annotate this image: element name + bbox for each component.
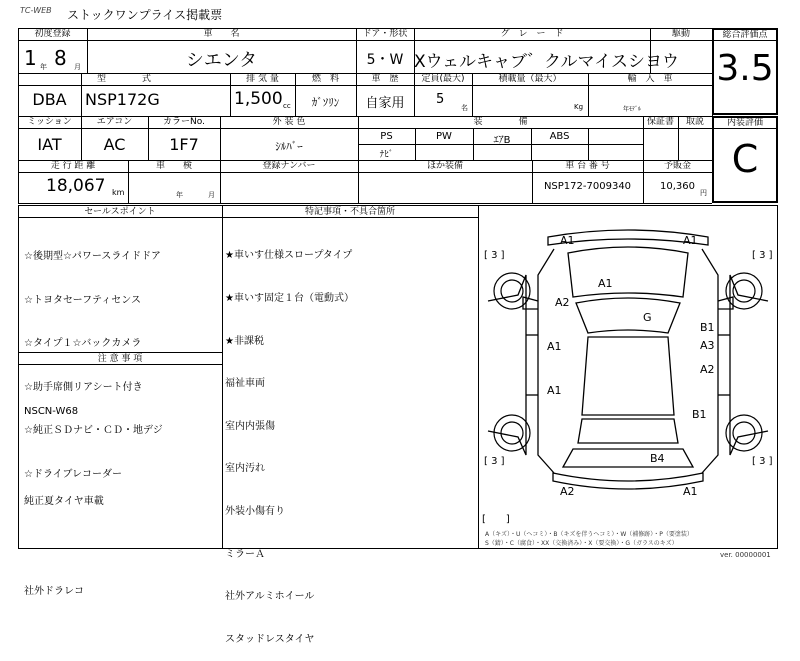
damage-mark: A1	[547, 340, 562, 353]
roof	[582, 337, 674, 415]
history-value: 自家用	[365, 96, 405, 111]
caution-list	[24, 374, 104, 614]
hood	[568, 247, 688, 297]
exterior-color-label: 外 装 色	[272, 117, 306, 127]
list-item: 外装小傷有り	[225, 506, 285, 518]
damage-mark: G	[643, 311, 652, 324]
price-value: 10,360	[660, 181, 695, 192]
chassis-value: NSP172-7009340	[543, 181, 632, 192]
model-value: NSP172G	[85, 90, 160, 109]
displacement-label: 排 気 量	[246, 74, 279, 84]
damage-mark: A1	[547, 384, 562, 397]
displacement-unit: cc	[283, 102, 291, 110]
history-label: 車 歴	[371, 74, 399, 84]
right-profile	[730, 275, 768, 455]
car-damage-diagram	[478, 205, 778, 505]
list-item: ☆タイプ１☆バックカメラ	[24, 338, 142, 349]
damage-mark: A2	[555, 296, 570, 309]
first-reg-year: 1	[24, 46, 37, 70]
fuel-value: ｶﾞｿﾘﾝ	[311, 96, 340, 109]
first-reg-label: 初度登録	[34, 29, 71, 39]
equip-navi: ﾅﾋﾞ	[379, 150, 394, 160]
capacity-unit: 名	[461, 104, 468, 112]
right-side	[702, 249, 718, 473]
drive-label: 駆動	[671, 29, 690, 39]
damage-mark: A2	[700, 363, 715, 376]
bracket-front-left: [ 3 ]	[484, 250, 505, 261]
damage-mark: A2	[560, 485, 575, 498]
list-item: ★車いす仕様スロープタイプ	[225, 250, 353, 262]
car-name: シエンタ	[185, 50, 258, 71]
list-item: ☆トヨタセーフティセンス	[24, 294, 141, 306]
list-item: 室内汚れ	[225, 463, 265, 475]
sales-points-header: セールスポイント	[84, 207, 156, 217]
bracket-rear-right: [ 3 ]	[752, 456, 773, 467]
grade-value: Xウェルキャブ゛クルマイスシヨウ	[414, 52, 679, 72]
chassis-label: 車 台 番 号	[565, 161, 610, 171]
warranty-label: 保証書	[646, 117, 674, 127]
damage-mark: B4	[650, 452, 665, 465]
manual-label: 取説	[685, 117, 704, 127]
special-notes-header: 特記事項・不具合箇所	[304, 207, 395, 217]
list-item: ☆後期型☆パワースライドドア	[24, 251, 161, 262]
list-item: ミラーＡ	[225, 548, 265, 560]
equip-ps: PS	[380, 131, 393, 142]
load-unit: Kg	[574, 103, 584, 111]
legend-line-2: S（錆）・C（腐食）・XX（交換済み）・X（要交換）・G（ガラスのキズ）	[485, 540, 678, 547]
list-item: ☆助手席側リアシート付き	[24, 381, 143, 393]
list-item: 室内内張傷	[225, 420, 275, 432]
list-item: 社外アルミホイール	[225, 591, 315, 603]
mileage-unit: km	[112, 188, 125, 197]
model-label: 型 式	[96, 74, 151, 84]
list-item: ☆純正ＳＤナビ・ＣＤ・地デジ	[24, 425, 163, 436]
damage-mark: A1	[683, 234, 698, 247]
list-item: ★車いす固定１台（電動式）	[225, 293, 354, 305]
list-item: ☆ドライブレコーダー	[24, 468, 122, 480]
mileage-value: 18,067	[46, 176, 106, 196]
windshield	[576, 298, 680, 333]
import-label: 輸 入 車	[627, 74, 673, 84]
displacement-value: 1,500	[234, 89, 283, 109]
exterior-color-value: ｼﾙﾊﾞｰ	[275, 140, 303, 153]
list-item: ★非課税	[225, 335, 264, 347]
damage-mark: A1	[560, 234, 575, 247]
rear-window	[578, 419, 678, 443]
grade-label: グ レ ー ド	[500, 29, 564, 39]
plate-label: 登録ナンバー	[262, 161, 316, 171]
month-unit: 月	[74, 63, 81, 71]
fuel-label: 燃 料	[311, 74, 339, 84]
rear-hatch	[563, 449, 693, 467]
model-prefix: DBA	[32, 90, 67, 109]
doors-value: 5・W	[366, 52, 404, 68]
mileage-label: 走 行 距 離	[50, 161, 96, 171]
bracket-empty: [ ]	[482, 514, 510, 525]
list-item: 福祉車両	[225, 378, 265, 390]
left-side	[538, 249, 554, 473]
equipment-label: 装 備	[473, 117, 528, 127]
inspection-month-unit: 月	[208, 191, 215, 199]
list-item: NSCN-W68	[24, 406, 79, 417]
equip-pw: PW	[436, 131, 452, 142]
damage-mark: B1	[692, 408, 707, 421]
left-profile	[488, 275, 526, 455]
equip-abs: ABS	[549, 131, 570, 142]
equip-airbag: ｴｱB	[493, 135, 511, 146]
version-label: ver. 00000001	[720, 551, 771, 559]
list-item: スタッドレスタイヤ	[225, 633, 315, 645]
price-unit: 円	[700, 189, 707, 197]
capacity-value: 5	[436, 92, 445, 107]
interior-score-label: 内装評価	[726, 118, 763, 128]
first-reg-month: 8	[54, 46, 67, 70]
price-label: 予販金	[663, 161, 691, 171]
mission-value: IAT	[37, 135, 62, 154]
car-name-label: 車 名	[203, 29, 240, 39]
total-score: 3.5	[716, 48, 774, 89]
capacity-label: 定員(最大)	[421, 74, 465, 84]
list-item	[24, 449, 104, 464]
damage-mark: A1	[598, 277, 613, 290]
mission-label: ミッション	[27, 117, 72, 127]
other-equipment-label: ほか装備	[426, 161, 463, 171]
caution-header: 注 意 事 項	[97, 354, 143, 364]
special-notes-list	[225, 221, 354, 661]
model-year-unit: 年ﾓﾃﾞﾙ	[623, 106, 642, 113]
list-item: 純正夏タイヤ車載	[24, 496, 104, 507]
color-no-value: 1F7	[169, 135, 199, 154]
damage-mark: A1	[683, 485, 698, 498]
interior-score: C	[731, 137, 759, 181]
aircon-label: エアコン	[96, 117, 133, 127]
aircon-value: AC	[103, 135, 126, 154]
doors-label: ドア・形状	[362, 29, 408, 39]
damage-mark: B1	[700, 321, 715, 334]
bracket-rear-left: [ 3 ]	[484, 456, 505, 467]
list-item	[24, 539, 104, 554]
legend-line-1: A（キズ）・U（ヘコミ）・B（キズを伴うヘコミ）・W（補修跡）・P（要塗装）	[485, 531, 693, 538]
list-item: 社外ドラレコ	[24, 586, 84, 597]
load-label: 積載量（最大）	[498, 74, 562, 84]
rear-bumper	[553, 473, 703, 489]
total-score-label: 総合評価点	[722, 30, 768, 40]
color-no-label: カラーNo.	[163, 117, 205, 127]
inspection-label: 車 検	[155, 161, 192, 171]
year-unit: 年	[40, 63, 47, 71]
document-title: ストックワンプライス掲載票	[67, 8, 223, 22]
bracket-front-right: [ 3 ]	[752, 250, 773, 261]
brand-logo: TC-WEB	[20, 6, 52, 15]
damage-mark: A3	[700, 339, 715, 352]
inspection-year-unit: 年	[176, 191, 183, 199]
